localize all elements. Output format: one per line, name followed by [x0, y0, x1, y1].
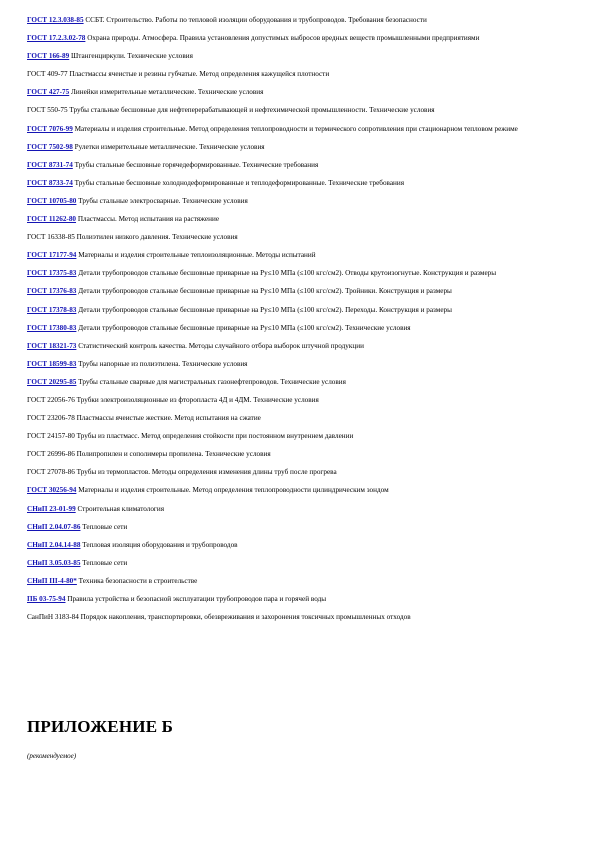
reference-title: Трубы стальные электросварные. Технические условия: [78, 196, 248, 205]
reference-title: Пластмассы ячеистые жесткие. Метод испытания на сжатие: [76, 414, 261, 423]
reference-title: Материалы и изделия строительные теплоизоляционные. Методы испытаний: [78, 251, 316, 260]
reference-item: [27, 269, 567, 278]
reference-item: [27, 523, 567, 532]
reference-code-link[interactable]: ГОСТ 17380-83: [27, 323, 77, 332]
reference-title: Тепловая изоляция оборудования и трубопроводов: [82, 540, 238, 549]
reference-title: ССБТ. Строительство. Работы по тепловой изоляции оборудования и трубопроводов. Требования безопасности: [85, 16, 427, 24]
reference-title: Материалы и изделия строительные. Метод определения теплопроводности цилиндрическим зондом: [78, 486, 389, 495]
reference-code-link[interactable]: ГОСТ 20295-85: [27, 377, 77, 386]
reference-title: Трубы стальные бесшовные горячедеформированные. Технические требования: [74, 160, 319, 169]
reference-title: Пластмассы. Метод испытания на растяжение: [77, 215, 220, 224]
reference-item: [27, 432, 567, 441]
reference-title: Трубы из термопластов. Методы определения изменения длины труб после прогрева: [76, 468, 337, 477]
reference-title: Правила устройства и безопасной эксплуатации трубопроводов пара и горячей воды: [67, 595, 327, 603]
reference-title: Тепловые сети: [82, 522, 128, 531]
reference-code-link[interactable]: ПБ 03-75-94: [27, 595, 66, 603]
reference-title: Рулетки измерительные металлические. Технические условия: [74, 142, 265, 151]
reference-code-link[interactable]: ГОСТ 8733-74: [27, 178, 73, 187]
reference-item: [27, 179, 567, 188]
reference-code-link[interactable]: ГОСТ 18321-73: [27, 341, 77, 350]
reference-item: [27, 360, 567, 369]
reference-item: [27, 125, 567, 134]
reference-title: Трубы из пластмасс. Метод определения стойкости при постоянном внутреннем давлении: [76, 432, 354, 441]
reference-title: Строительная климатология: [77, 504, 165, 513]
reference-title: Охрана природы. Атмосфера. Правила установления допустимых выбросов вредных веществ промышленными предприятиями: [87, 34, 480, 43]
reference-code-link[interactable]: ГОСТ 30256-94: [27, 486, 77, 495]
reference-title: Порядок накопления, транспортировки, обезвреживания и захоронения токсичных промышленных отходов: [80, 613, 411, 622]
appendix-title: ПРИЛОЖЕНИЕ Б: [27, 717, 174, 736]
reference-item: [27, 306, 567, 315]
reference-item: [27, 215, 567, 224]
reference-code-link[interactable]: ГОСТ 7502-98: [27, 142, 73, 151]
reference-title: Штангенциркули. Технические условия: [71, 52, 193, 61]
reference-item: [27, 468, 567, 477]
reference-item: [27, 505, 567, 514]
reference-item: [27, 34, 567, 43]
reference-title: Тепловые сети: [82, 558, 128, 567]
reference-item: [27, 197, 567, 206]
reference-item: [27, 541, 567, 550]
reference-code-link[interactable]: ГОСТ 17375-83: [27, 269, 77, 278]
reference-title: Материалы и изделия строительные. Метод определения теплопроводности и термического сопротивления при стационарном тепловом режиме: [74, 124, 518, 133]
reference-title: Детали трубопроводов стальные бесшовные приварные на Ру≤10 МПа (≤100 кгс/см2). Тройники. Конструкция и размеры: [78, 287, 452, 296]
reference-item: [27, 16, 567, 25]
reference-code: ГОСТ 16338-85: [27, 233, 75, 242]
reference-item: [27, 70, 567, 79]
reference-item: [27, 233, 567, 242]
reference-item: [27, 251, 567, 260]
reference-code: ГОСТ 409-77: [27, 70, 68, 79]
reference-code: СанПиН 3183-84: [27, 613, 79, 622]
reference-code-link[interactable]: ГОСТ 11262-80: [27, 215, 77, 224]
reference-code-link[interactable]: ГОСТ 18599-83: [27, 359, 77, 368]
reference-code: ГОСТ 23206-78: [27, 414, 75, 423]
reference-title: Детали трубопроводов стальные бесшовные приварные на Ру≤10 МПа (≤100 кгс/см2). Переходы. Конструкция и размеры: [78, 305, 452, 314]
reference-title: Полиэтилен низкого давления. Технические условия: [76, 233, 238, 242]
reference-code-link[interactable]: ГОСТ 12.3.038-85: [27, 16, 84, 24]
reference-item: [27, 287, 567, 296]
reference-title: Статистический контроль качества. Методы случайного отбора выборок штучной продукции: [78, 341, 364, 350]
reference-code: ГОСТ 26996-86: [27, 450, 75, 459]
normative-references-list: [27, 16, 567, 631]
reference-title: Трубы стальные сварные для магистральных газонефтепроводов. Технические условия: [78, 377, 346, 386]
reference-code-link[interactable]: СНиП III-4-80*: [27, 576, 77, 585]
reference-item: [27, 378, 567, 387]
reference-item: [27, 88, 567, 97]
reference-item: [27, 161, 567, 170]
reference-item: [27, 577, 567, 586]
reference-title: Трубы напорные из полиэтилена. Технические условия: [78, 359, 248, 368]
reference-code-link[interactable]: ГОСТ 17177-94: [27, 251, 77, 260]
reference-item: [27, 106, 567, 115]
reference-item: [27, 342, 567, 351]
reference-title: Трубки электроизоляционные из фторопласта 4Д и 4ДМ. Технические условия: [76, 395, 319, 404]
reference-title: Пластмассы ячеистые и резины губчатые. Метод определения кажущейся плотности: [69, 70, 330, 79]
reference-code-link[interactable]: ГОСТ 7076-99: [27, 124, 73, 133]
reference-code-link[interactable]: ГОСТ 427-75: [27, 88, 70, 97]
reference-item: [27, 486, 567, 495]
reference-code: ГОСТ 27078-86: [27, 468, 75, 477]
reference-item: [27, 613, 567, 622]
reference-code-link[interactable]: ГОСТ 17378-83: [27, 305, 77, 314]
reference-item: [27, 559, 567, 568]
reference-title: Линейки измерительные металлические. Технические условия: [71, 88, 264, 97]
reference-code-link[interactable]: ГОСТ 8731-74: [27, 160, 73, 169]
reference-item: [27, 414, 567, 423]
reference-item: [27, 143, 567, 152]
reference-code-link[interactable]: ГОСТ 17376-83: [27, 287, 77, 296]
reference-code: ГОСТ 22056-76: [27, 395, 75, 404]
appendix-note: (рекомендуемое): [27, 752, 77, 760]
reference-code-link[interactable]: СНиП 2.04.14-88: [27, 540, 81, 549]
reference-code-link[interactable]: ГОСТ 10705-80: [27, 196, 77, 205]
reference-code-link[interactable]: СНиП 3.05.03-85: [27, 558, 81, 567]
reference-title: Детали трубопроводов стальные бесшовные приварные на Ру≤10 МПа (≤100 кгс/см2). Отводы крутоизогнутые. Конструкция и размеры: [78, 269, 497, 278]
reference-code-link[interactable]: ГОСТ 17.2.3.02-78: [27, 34, 86, 43]
reference-title: Трубы стальные бесшовные холоднодеформированные и теплодеформированные. Технические требования: [74, 178, 405, 187]
reference-item: [27, 52, 567, 61]
reference-title: Трубы стальные бесшовные для нефтеперерабатывающей и нефтехимической промышленности. Технические условия: [69, 106, 435, 115]
reference-item: [27, 450, 567, 459]
reference-item: [27, 324, 567, 333]
reference-code-link[interactable]: ГОСТ 166-89: [27, 52, 70, 61]
reference-code-link[interactable]: СНиП 2.04.07-86: [27, 522, 81, 531]
reference-item: [27, 595, 567, 604]
reference-code: ГОСТ 550-75: [27, 106, 68, 115]
reference-title: Техника безопасности в строительстве: [78, 576, 198, 585]
reference-title: Детали трубопроводов стальные бесшовные приварные на Ру≤10 МПа (≤100 кгс/см2). Технические условия: [78, 323, 411, 332]
reference-item: [27, 396, 567, 405]
reference-title: Полипропилен и сополимеры пропилена. Технические условия: [76, 450, 271, 459]
reference-code: ГОСТ 24157-80: [27, 432, 75, 441]
reference-code-link[interactable]: СНиП 23-01-99: [27, 504, 76, 513]
